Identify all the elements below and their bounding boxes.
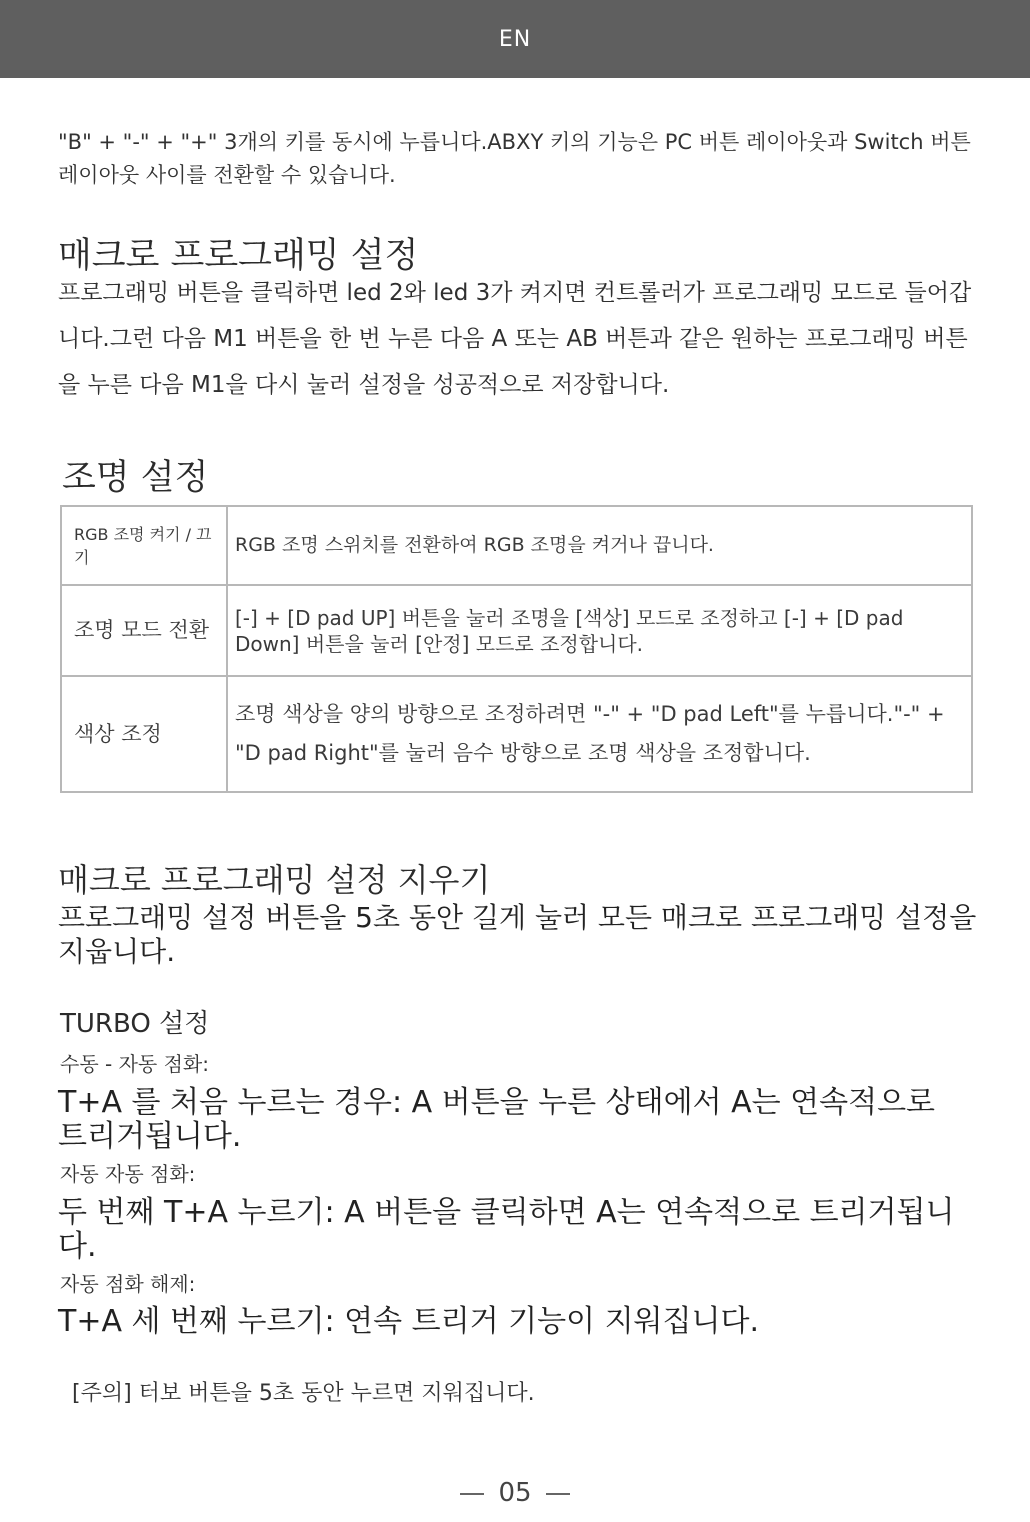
turbo-auto-text: 두 번째 T+A 누르기: A 버튼을 클릭하면 A는 연속적으로 트리거됩니다. (58, 1195, 955, 1264)
language-label: EN (498, 26, 532, 52)
turbo-manual-text: T+A 를 처음 누르는 경우: A 버튼을 누른 상태에서 A는 연속적으로 트리거됩니다. (58, 1085, 936, 1154)
turbo-release-text: T+A 세 번째 누르기: 연속 트리거 기능이 지워집니다. (58, 1304, 760, 1339)
lighting-desc-color: 조명 색상을 양의 방향으로 조정하려면 "-" + "D pad Left"를 누릅니다."-" + "D pad Right"를 눌러 음수 방향으로 조명 색상을 조정합니다. (227, 676, 972, 792)
intro-text: "B" + "-" + "+" 3개의 키를 동시에 누릅니다.ABXY 키의 기능은 PC 버튼 레이아웃과 Switch 버튼 레이아웃 사이를 전환할 수 있습니다. (58, 130, 971, 187)
lighting-label-color: 색상 조정 (61, 676, 227, 792)
table-row (61, 676, 972, 792)
macro-title: 매크로 프로그래밍 설정 (58, 236, 419, 276)
lighting-desc-mode: [-] + [D pad UP] 버튼을 눌러 조명을 [색상] 모드로 조정하고 [-] + [D pad Down] 버튼을 눌러 [안정] 모드로 조정합니다. (227, 585, 972, 676)
clear-macro-text: 프로그래밍 설정 버튼을 5초 동안 길게 눌러 모든 매크로 프로그래밍 설정을 지웁니다. (58, 901, 977, 968)
lighting-title: 조명 설정 (62, 458, 209, 498)
macro-text: 프로그래밍 버튼을 클릭하면 led 2와 led 3가 켜지면 컨트롤러가 프로그래밍 모드로 들어갑니다.그런 다음 M1 버튼을 한 번 누른 다음 A 또는 AB 버튼과 같은 원하는 프로그래밍 버튼을 누른 다음 M1을 다시 눌러 설정을 성공적으로 저장합니다. (58, 280, 972, 398)
dash-left (460, 1493, 484, 1495)
dash-right (546, 1493, 570, 1495)
top-bar (0, 0, 1030, 78)
turbo-title: TURBO 설정 (60, 1009, 210, 1039)
turbo-note: [주의] 터보 버튼을 5초 동안 누르면 지워집니다. (72, 1381, 535, 1406)
turbo-manual-label: 수동 - 자동 점화: (60, 1052, 209, 1076)
lighting-desc-rgb: RGB 조명 스위치를 전환하여 RGB 조명을 켜거나 끕니다. (227, 506, 972, 585)
clear-macro-title: 매크로 프로그래밍 설정 지우기 (58, 861, 491, 899)
page-number-text: 05 (498, 1478, 532, 1508)
page-number (0, 1478, 1030, 1508)
lighting-label-rgb: RGB 조명 켜기 / 끄기 (61, 506, 227, 585)
lighting-table (60, 505, 973, 793)
turbo-release-label: 자동 점화 해제: (60, 1272, 196, 1296)
table-row (61, 506, 972, 585)
lighting-label-mode: 조명 모드 전환 (61, 585, 227, 676)
table-row (61, 585, 972, 676)
turbo-auto-label: 자동 자동 점화: (60, 1162, 196, 1186)
